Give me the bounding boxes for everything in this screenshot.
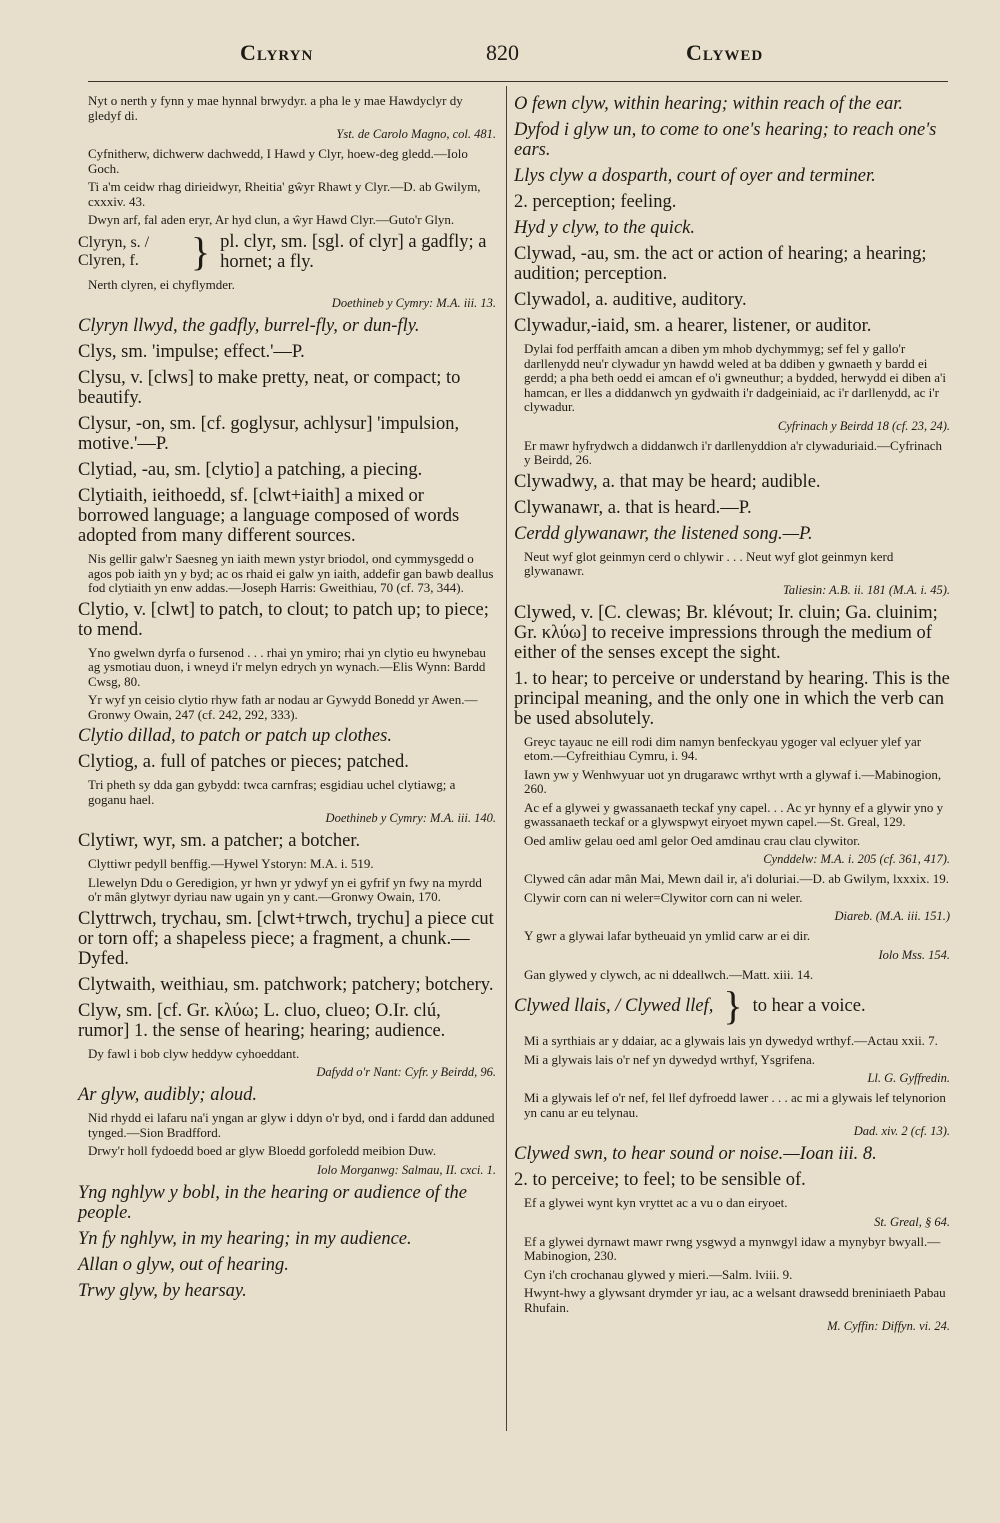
citation-quote: Y gwr a glywai lafar bytheuaid yn ymlid carw ar ei dir. bbox=[524, 928, 811, 943]
citation-quote: Hwynt-hwy a glywsant drymder yr iau, ac a welsant drawsedd breniniaeth Pabau Rhufain. bbox=[524, 1285, 946, 1315]
citation-quote: Yno gwelwn dyrfa o fursenod . . . rhai yn ymiro; rhai yn clytio eu hwynebau ag ysmotiau duon, i wneyd i'r melyn edrych yn wynach.—Elis Wynn: Bardd Cwsg, 80. bbox=[88, 644, 486, 689]
running-header bbox=[0, 40, 1000, 80]
citation-quote: Nis gellir galw'r Saesneg yn iaith mewn ystyr briodol, ond cymmysgedd o agos pob iaith yn y byd; ac os rhaid ei galw yn iaith, addefir gan bawb deallus fod clytiaith yn enw addas.—Joseph Harris: Gweithiau, 70 (cf. 73, 344). bbox=[88, 551, 494, 595]
phrase-entry: Hyd y clyw, to the quick. bbox=[514, 218, 695, 238]
citation-quote: Greyc tayauc ne eill rodi dim namyn benfeckyau ygoger val eclyuer ylef yar etom.—Cyfreithiau Cymru, i. 94. bbox=[524, 733, 922, 763]
header-left-guideword: Clyryn bbox=[240, 40, 314, 65]
sense-entry: 1. to hear; to perceive or understand by hearing. This is the principal meaning, and the only one in which the verb can be used absolutely. bbox=[514, 668, 950, 729]
phrase-entry: Clyryn llwyd, the gadfly, burrel-fly, or dun-fly. bbox=[78, 316, 420, 336]
brace-glyph: } bbox=[723, 983, 743, 1028]
bracketed-headword-pair bbox=[78, 228, 496, 274]
citation-quote: Oed amliw gelau oed aml gelor Oed amdinau crau clau clywitor. bbox=[524, 832, 861, 848]
headword-entry: Clyw, sm. [cf. Gr. κλύω; L. cluo, clueo; O.Ir. clú, rumor] 1. the sense of hearing; hearing; audience. bbox=[78, 1000, 446, 1041]
phrase-entry: Cerdd glywanawr, the listened song.—P. bbox=[514, 523, 813, 544]
citation-quote: Ac ef a glywei y gwassanaeth teckaf yny capel. . . Ac yr hynny ef a glywir yno y gwassanaeth teckaf or a glywspwyt eiryoet mywn capel.—St. Greal, 129. bbox=[524, 799, 944, 829]
citation-quote: Er mawr hyfrydwch a diddanwch i'r darllenyddion a'r clywaduriaid.—Cyfrinach y Beirdd, 26. bbox=[524, 437, 943, 467]
headword-entry: Clytio, v. [clwt] to patch, to clout; to patch up; to piece; to mend. bbox=[78, 599, 489, 640]
citation-source: M. Cyffin: Diffyn. vi. 24. bbox=[827, 1319, 950, 1333]
citation-quote: Drwy'r holl fydoedd boed ar glyw Bloedd gorfoledd meibion Duw. bbox=[88, 1143, 437, 1158]
headword-entry: Clywad, -au, sm. the act or action of hearing; a hearing; audition; perception. bbox=[514, 244, 927, 284]
citation-source: St. Greal, § 64. bbox=[874, 1214, 950, 1229]
citation-source: Dafydd o'r Nant: Cyfr. y Beirdd, 96. bbox=[316, 1065, 496, 1079]
phrase-entry: Clytio dillad, to patch or patch up clothes. bbox=[78, 726, 392, 746]
sense-entry: 2. to perceive; to feel; to be sensible of. bbox=[514, 1170, 806, 1190]
headword-entry: Clytwaith, weithiau, sm. patchwork; patchery; botchery. bbox=[78, 974, 494, 995]
citation-quote: Cyn i'ch crochanau glywed y mieri.—Salm. lviii. 9. bbox=[524, 1266, 793, 1282]
citation-quote: Nyt o nerth y fynn y mae hynnal brwydyr. a pha le y mae Hawdyclyr dy gledyf di. bbox=[88, 93, 463, 123]
citation-quote: Ef a glywei wynt kyn vryttet ac a vu o dan eiryoet. bbox=[524, 1195, 788, 1210]
headword-entry: Clywadur,-iaid, sm. a hearer, listener, or auditor. bbox=[514, 316, 872, 336]
headword-entry: Clywed, v. [C. clewas; Br. klévout; Ir. cluin; Ga. cluinim; Gr. κλύω] to receive impressions through the medium of either of the senses except the sight. bbox=[514, 602, 938, 663]
citation-quote: Mi a glywais lef o'r nef, fel llef dyfroedd lawer . . . ac mi a glywais lef telynorion yn canu ar eu telynau. bbox=[524, 1090, 946, 1120]
headword-entry: Clywadwy, a. that may be heard; audible. bbox=[514, 471, 821, 492]
headword-entry: Clytiad, -au, sm. [clytio] a patching, a piecing. bbox=[78, 460, 423, 480]
citation-source: Cynddelw: M.A. i. 205 (cf. 361, 417). bbox=[763, 852, 950, 866]
citation-quote: Llewelyn Ddu o Geredigion, yr hwn yr ydwyf yn ei gyfrif yn fwy na myrdd o'r mân glytwyr dyriau naw ugain yn y cant.—Gronwy Owain, 170. bbox=[88, 874, 482, 904]
headword-entry: Clywadol, a. auditive, auditory. bbox=[514, 290, 747, 310]
headword-entry: Clytiog, a. full of patches or pieces; patched. bbox=[78, 752, 409, 772]
citation-quote: Clyttiwr pedyll benffig.—Hywel Ystoryn: M.A. i. 519. bbox=[88, 856, 374, 871]
citation-quote: Clywir corn can ni weler=Clywitor corn can ni weler. bbox=[524, 889, 803, 905]
phrase-entry: Clywed swn, to hear sound or noise.—Ioan iii. 8. bbox=[514, 1144, 877, 1164]
headword-entry: Clyttrwch, trychau, sm. [clwt+trwch, trychu] a piece cut or torn off; a shapeless piece; a fragment, a chunk.—Dyfed. bbox=[78, 908, 494, 969]
citation-quote: Nid rhydd ei lafaru na'i yngan ar glyw i ddyn o'r byd, ond i fardd dan adduned tynged.—Sion Bradfford. bbox=[88, 1110, 495, 1140]
citation-quote: Yr wyf yn ceisio clytio rhyw fath ar nodau ar Gywydd Bonedd yr Awen.—Gronwy Owain, 247 (cf. 242, 292, 333). bbox=[88, 692, 478, 722]
citation-source: Dad. xiv. 2 (cf. 13). bbox=[853, 1124, 950, 1138]
brace-glyph: } bbox=[190, 228, 211, 274]
citation-quote: Gan glywed y clywch, ac ni ddeallwch.—Matt. xiii. 14. bbox=[524, 966, 814, 982]
headword-entry: Clytiwr, wyr, sm. a patcher; a botcher. bbox=[78, 831, 361, 851]
citation-quote: Mi a glywais lais o'r nef yn dywedyd wrthyf, Ysgrifena. bbox=[524, 1051, 816, 1067]
citation-source: Iolo Mss. 154. bbox=[878, 947, 950, 962]
pair-left: Clyryn, s. / Clyren, f. bbox=[78, 233, 150, 269]
citation-source: Cyfrinach y Beirdd 18 (cf. 23, 24). bbox=[777, 418, 950, 433]
citation-quote: Dylai fod perffaith amcan a diben ym mhob dychymmyg; sef fel y gallo'r darllenydd neu'r clywadur yn hawdd weled at ba ddiben y gwnaeth y bardd ei gerdd; a pha beth oedd ei amcan ef o'i gwneuthur; a bydded, herwydd ei diben a'i hamcan, er lles a diddanwch yn gydwaith i'r dadgeiniaid, ac i'r darllenydd, ac i'r clywadur. bbox=[524, 341, 946, 414]
citation-quote: Ti a'm ceidw rhag dirieidwyr, Rheitia' gŵyr Rhawt y Clyr.—D. ab Gwilym, cxxxiv. 43. bbox=[88, 179, 481, 209]
pair-right: to hear a voice. bbox=[752, 996, 866, 1016]
citation-quote: Cyfnitherw, dichwerw dachwedd, I Hawd y Clyr, hoew-deg gledd.—Iolo Goch. bbox=[88, 146, 468, 176]
citation-source: Doethineb y Cymry: M.A. iii. 13. bbox=[331, 296, 496, 310]
pair-right: pl. clyr, sm. [sgl. of clyr] a gadfly; a hornet; a fly. bbox=[220, 231, 487, 272]
right-column bbox=[514, 94, 950, 1339]
header-rule bbox=[88, 81, 948, 82]
sense-entry: 2. perception; feeling. bbox=[514, 192, 677, 212]
citation-source: Iolo Morganwg: Salmau, II. cxci. 1. bbox=[316, 1162, 496, 1177]
phrase-entry: Trwy glyw, by hearsay. bbox=[78, 1280, 247, 1301]
header-right-guideword: Clywed bbox=[686, 40, 764, 65]
headword-entry: Clysu, v. [clws] to make pretty, neat, or compact; to beautify. bbox=[78, 368, 461, 408]
citation-source: Taliesin: A.B. ii. 181 (M.A. i. 45). bbox=[782, 582, 950, 597]
pair-left: Clywed llais, / Clywed llef, bbox=[514, 996, 714, 1016]
phrase-entry: Allan o glyw, out of hearing. bbox=[78, 1254, 289, 1275]
page-number: 820 bbox=[486, 40, 519, 65]
phrase-entry: Ar glyw, audibly; aloud. bbox=[78, 1085, 257, 1105]
citation-source: Doethineb y Cymry: M.A. iii. 140. bbox=[325, 811, 496, 825]
bracketed-phrase-pair bbox=[514, 983, 950, 1028]
citation-quote: Mi a syrthiais ar y ddaiar, ac a glywais lais yn dywedyd wrthyf.—Actau xxii. 7. bbox=[524, 1033, 938, 1048]
phrase-entry: Dyfod i glyw un, to come to one's hearing; to reach one's ears. bbox=[514, 120, 937, 160]
phrase-entry: Yng nghlyw y bobl, in the hearing or audience of the people. bbox=[78, 1182, 467, 1223]
citation-quote: Iawn yw y Wenhwyuar uot yn drugarawc wrthyt wrth a glywaf i.—Mabinogion, 260. bbox=[524, 766, 942, 796]
citation-quote: Dy fawl i bob clyw heddyw cyhoeddant. bbox=[88, 1045, 300, 1061]
citation-source: Yst. de Carolo Magno, col. 481. bbox=[336, 127, 496, 141]
phrase-entry: Llys clyw a dosparth, court of oyer and terminer. bbox=[514, 166, 876, 186]
headword-entry: Clytiaith, ieithoedd, sf. [clwt+iaith] a mixed or borrowed language; a language composed of words adopted from many different sources. bbox=[78, 486, 460, 546]
phrase-entry: O fewn clyw, within hearing; within reach of the ear. bbox=[514, 94, 903, 114]
citation-quote: Clywed cân adar mân Mai, Mewn dail ir, a'i doluriai.—D. ab Gwilym, lxxxix. 19. bbox=[524, 871, 949, 886]
column-divider bbox=[506, 86, 507, 1431]
citation-quote: Tri pheth sy dda gan gybydd: twca carnfras; esgidiau uchel clytiawg; a goganu hael. bbox=[88, 777, 456, 807]
citation-quote: Neut wyf glot geinmyn cerd o chlywir . . . Neut wyf glot geinmyn kerd glywanawr. bbox=[524, 548, 894, 578]
citation-source: Diareb. (M.A. iii. 151.) bbox=[834, 909, 950, 923]
headword-entry: Clys, sm. 'impulse; effect.'—P. bbox=[78, 342, 305, 362]
citation-quote: Nerth clyren, ei chyflymder. bbox=[88, 276, 235, 292]
phrase-entry: Yn fy nghlyw, in my hearing; in my audience. bbox=[78, 1228, 412, 1249]
citation-quote: Dwyn arf, fal aden eryr, Ar hyd clun, a ŵyr Hawd Clyr.—Guto'r Glyn. bbox=[88, 212, 455, 227]
citation-source: Ll. G. Gyffredin. bbox=[867, 1071, 950, 1085]
left-column bbox=[78, 94, 496, 1307]
citation-quote: Ef a glywei dyrnawt mawr rwng ysgwyd a mynwgyl idaw a mynybyr bwyall.—Mabinogion, 230. bbox=[524, 1233, 941, 1263]
headword-entry: Clysur, -on, sm. [cf. goglysur, achlysur] 'impulsion, motive.'—P. bbox=[78, 414, 460, 454]
headword-entry: Clywanawr, a. that is heard.—P. bbox=[514, 497, 752, 518]
